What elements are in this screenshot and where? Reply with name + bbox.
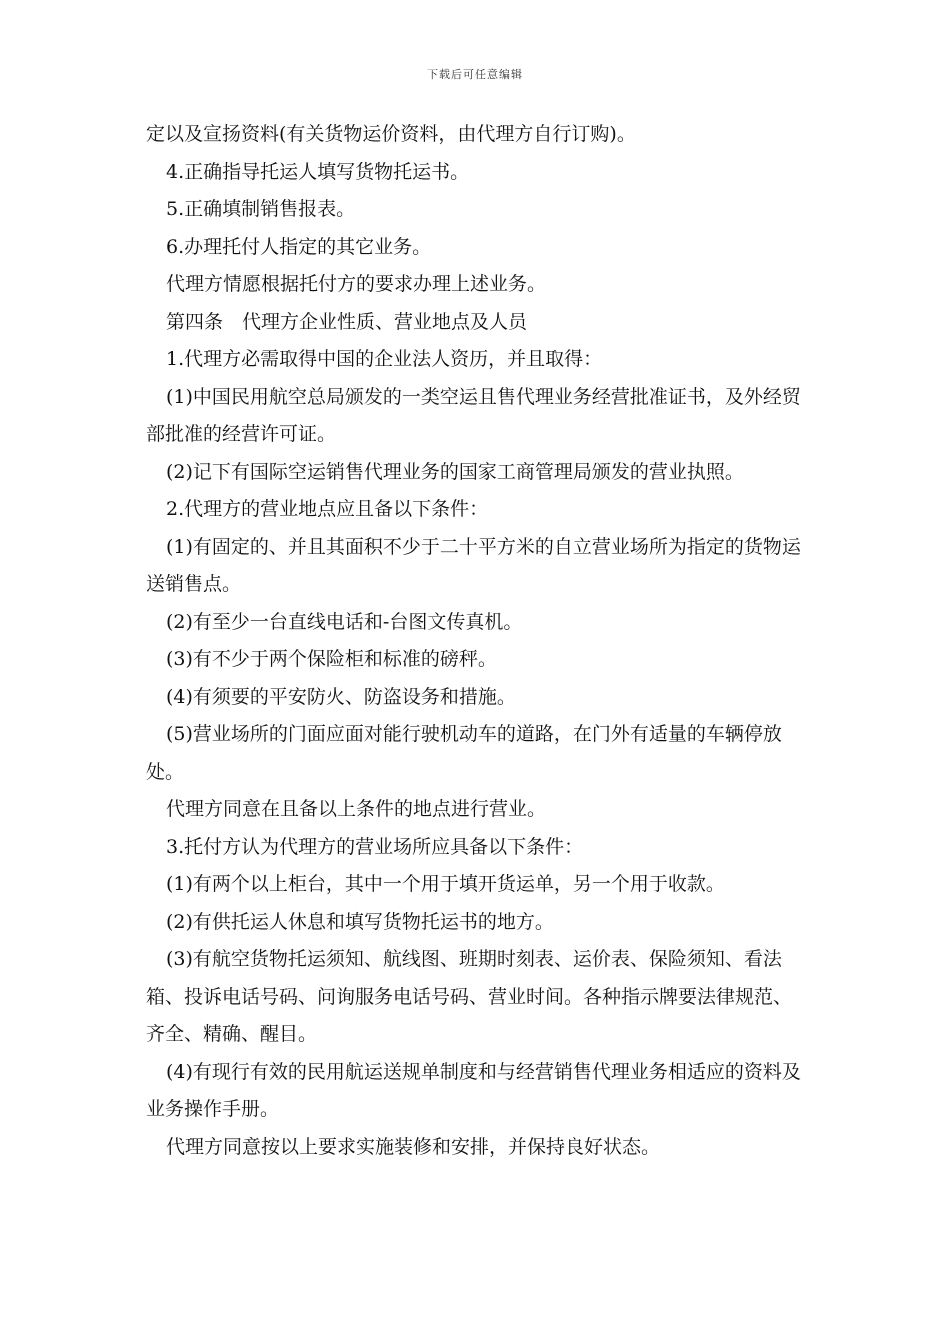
document-body — [146, 116, 810, 1166]
paragraph: (3)有不少于两个保险柜和标准的磅秤。 — [166, 648, 497, 670]
paragraph: (3)有航空货物托运须知、航线图、班期时刻表、运价表、保险须知、看法箱、投诉电话号码、问询服务电话号码、营业时间。各种指示牌要法律规范、齐全、精确、醒目。 — [146, 948, 793, 1045]
paragraph: (5)营业场所的门面应面对能行驶机动车的道路，在门外有适量的车辆停放处。 — [146, 723, 782, 783]
paragraph: (2)有至少一台直线电话和-台图文传真机。 — [166, 610, 523, 633]
paragraph: 定以及宣扬资料(有关货物运价资料，由代理方自行订购)。 — [146, 123, 636, 145]
paragraph: (2)有供托运人休息和填写货物托运书的地方。 — [166, 910, 554, 933]
paragraph: (1)有两个以上柜台，其中一个用于填开货运单，另一个用于收款。 — [166, 873, 725, 895]
article-heading: 第四条 代理方企业性质、营业地点及人员 — [166, 310, 528, 333]
page-header-note: 下载后可任意编辑 — [427, 68, 523, 81]
paragraph: 1.代理方必需取得中国的企业法人资历，并且取得： — [166, 348, 603, 370]
paragraph: 6.办理托付人指定的其它业务。 — [166, 235, 432, 258]
paragraph: 代理方同意在且备以上条件的地点进行营业。 — [166, 798, 547, 820]
paragraph: 代理方同意按以上要求实施装修和安排，并保持良好状态。 — [166, 1135, 661, 1158]
paragraph: (4)有现行有效的民用航运送规单制度和与经营销售代理业务相适应的资料及业务操作手册。 — [146, 1060, 801, 1120]
paragraph: 代理方情愿根据托付方的要求办理上述业务。 — [166, 273, 547, 295]
paragraph: (4)有须要的平安防火、防盗设务和措施。 — [166, 685, 516, 708]
paragraph: (1)有固定的、并且其面积不少于二十平方米的自立营业场所为指定的货物运送销售点。 — [146, 535, 801, 595]
paragraph: 3.托付方认为代理方的营业场所应具备以下条件： — [166, 835, 584, 858]
paragraph: (2)记下有国际空运销售代理业务的国家工商管理局颁发的营业执照。 — [166, 460, 744, 483]
paragraph: 2.代理方的营业地点应且备以下条件： — [166, 498, 489, 520]
paragraph: (1)中国民用航空总局颁发的一类空运且售代理业务经营批准证书，及外经贸部批准的经营许可证。 — [146, 385, 801, 445]
paragraph: 5.正确填制销售报表。 — [166, 198, 356, 220]
paragraph: 4.正确指导托运人填写货物托运书。 — [166, 160, 470, 183]
